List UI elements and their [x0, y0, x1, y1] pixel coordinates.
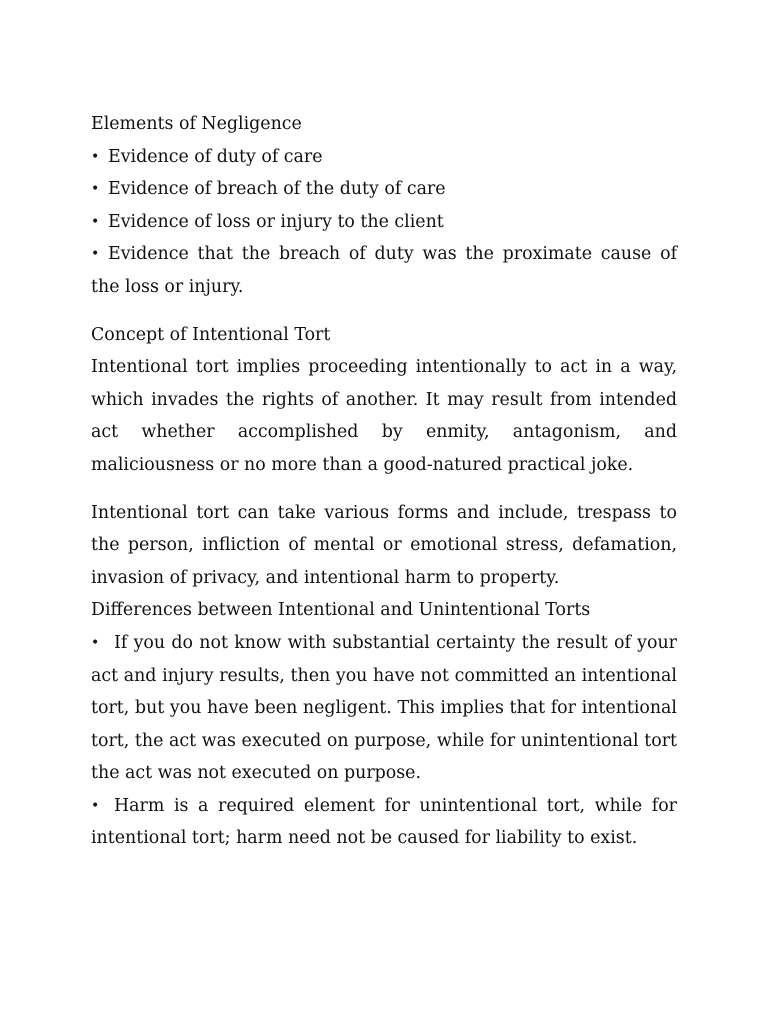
list-item [91, 141, 677, 174]
list-item-text: Evidence of duty of care [108, 146, 323, 167]
list-item [91, 173, 677, 206]
bullet-icon: • [91, 148, 100, 165]
paragraph: Intentional tort can take various forms and include, trespass to the person, infliction of mental or emotional stress, defamation, invasion of privacy, and intentional harm to property. [91, 502, 677, 588]
heading-elements-of-negligence: Elements of Negligence [91, 114, 302, 134]
bullet-icon: • [91, 246, 100, 263]
heading-concept-of-intentional-tort: Concept of Intentional Tort [91, 324, 331, 345]
document-page [91, 108, 677, 855]
bullet-icon: • [91, 797, 100, 814]
heading-differences: Differences between Intentional and Unintentional Torts [91, 600, 591, 621]
bullet-icon: • [91, 634, 100, 651]
list-item-text: Evidence that the breach of duty was the proximate cause of the loss or injury. [91, 244, 677, 297]
list-item-text: Evidence of breach of the duty of care [108, 179, 446, 200]
list-item [91, 206, 677, 239]
list-item [91, 238, 677, 303]
list-item-text: Harm is a required element for unintentional tort, while for intentional tort; harm need not be caused for liability to exist. [91, 795, 677, 849]
list-item [91, 790, 677, 855]
paragraph: Intentional tort implies proceeding intentionally to act in a way, which invades the rights of another. It may result from intended act whether accomplished by enmity, antagonism, and maliciousness or no more than a good-natured practical joke. [91, 357, 677, 475]
bullet-icon: • [91, 181, 100, 198]
list-item-text: Evidence of loss or injury to the client [108, 211, 444, 232]
list-item-text: If you do not know with substantial certainty the result of your act and injury results, then you have not committed an intentional tort, but you have been negligent. This implies that for intentional tort, the act was executed on purpose, while for unintentional tort the act was not executed on purpose. [91, 632, 677, 784]
list-item [91, 627, 677, 790]
bullet-icon: • [91, 213, 100, 230]
